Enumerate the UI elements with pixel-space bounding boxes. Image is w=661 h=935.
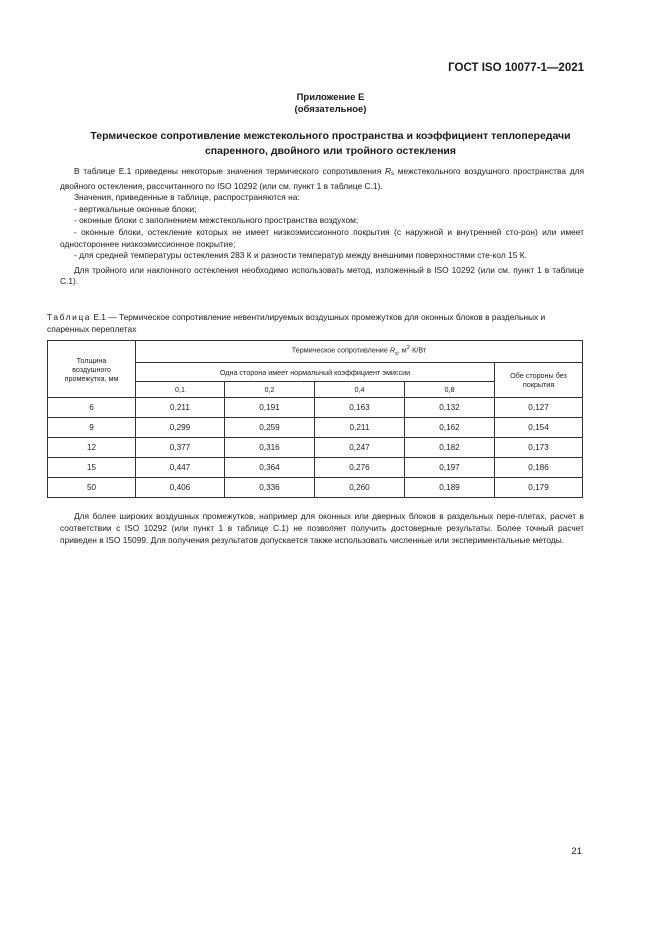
- value-cell: 0,163: [315, 398, 405, 418]
- value-cell: 0,173: [495, 438, 583, 458]
- table-row: [48, 478, 583, 498]
- value-cell: 0,299: [136, 418, 225, 438]
- both-sides-header: Обе стороны без покрытия: [495, 363, 583, 398]
- value-cell: 0,276: [315, 458, 405, 478]
- table-row: [48, 398, 583, 418]
- value-cell: 0,154: [495, 418, 583, 438]
- resistance-table: [47, 340, 583, 498]
- emissivity-header: 0,8: [405, 382, 495, 398]
- intro-paragraph-3: Для тройного или наклонного остекления необходимо использовать метод, изложенный в ISO 10292 (или см. пункт 1 в таблице С.1).: [60, 264, 584, 287]
- value-cell: 0,162: [405, 418, 495, 438]
- table-caption: [47, 312, 584, 335]
- value-cell: 0,197: [405, 458, 495, 478]
- table-caption-text: Е.1 — Термическое сопротивление невентилируемых воздушных промежутков для оконных блоков в раздельных и спаренных переплетах: [47, 312, 546, 334]
- value-cell: 0,191: [225, 398, 315, 418]
- section-title: [58, 129, 603, 159]
- emissivity-header: 0,2: [225, 382, 315, 398]
- value-cell: 0,186: [495, 458, 583, 478]
- value-cell: 0,260: [315, 478, 405, 498]
- annex-title: Приложение Е: [296, 92, 365, 103]
- value-cell: 0,211: [136, 398, 225, 418]
- value-cell: 0,259: [225, 418, 315, 438]
- thickness-cell: 12: [48, 438, 136, 458]
- emissivity-header: 0,1: [136, 382, 225, 398]
- value-cell: 0,406: [136, 478, 225, 498]
- value-cell: 0,336: [225, 478, 315, 498]
- closing-paragraph: Для более широких воздушных промежутков, например для оконных или дверных блоков в раздельных пере-плетах, расчет в соответствии с ISO 10292 (или пункт 1 в таблице С.1) не позволяет получить достоверные результаты. Более точный расчет приведен в ISO 15099. Для получения результатов допускается также использовать численные или экспериментальные методы.: [60, 511, 584, 546]
- table-row: [48, 438, 583, 458]
- page-number: 21: [571, 846, 582, 857]
- value-cell: 0,211: [315, 418, 405, 438]
- one-side-header: Одна сторона имеет нормальный коэффициент эмиссии: [136, 363, 495, 382]
- thickness-cell: 50: [48, 478, 136, 498]
- table-caption-label: Таблица: [47, 312, 92, 322]
- value-cell: 0,182: [405, 438, 495, 458]
- intro-paragraph-2: Значения, приведенные в таблице, распространяются на:: [74, 192, 300, 203]
- value-cell: 0,447: [136, 458, 225, 478]
- section-title-line1: Термическое сопротивление межстекольного пространства и коэффициент теплопередачи: [90, 130, 571, 142]
- annex-subtitle: (обязательное): [294, 104, 367, 115]
- value-cell: 0,247: [315, 438, 405, 458]
- intro-list-item-3: - оконные блоки, остекление которых не имеет низкоэмиссионного покрытия (с наружной и внутренней сто-рон) или имеет одностороннее низкоэмиссионное покрытие;: [60, 226, 584, 249]
- thickness-cell: 6: [48, 398, 136, 418]
- section-title-line2: спаренного, двойного или тройного остекления: [204, 145, 457, 157]
- emissivity-header: 0,4: [315, 382, 405, 398]
- value-cell: 0,189: [405, 478, 495, 498]
- intro-paragraph-1: В таблице Е.1 приведены некоторые значения термического сопротивления $R_s$ межстекольного воздушного пространства для двойного остекления, рассчитанного по ISO 10292 (или см. пункт 1 в таблице С.1).: [60, 166, 585, 191]
- value-cell: 0,316: [225, 438, 315, 458]
- annex-heading: [0, 92, 661, 116]
- closing-text: [60, 510, 584, 547]
- thickness-column-header: Толщина воздушного промежутка, мм: [48, 341, 136, 398]
- value-cell: 0,127: [495, 398, 583, 418]
- value-cell: 0,132: [405, 398, 495, 418]
- value-cell: 0,377: [136, 438, 225, 458]
- thickness-cell: 9: [48, 418, 136, 438]
- table-row: [48, 418, 583, 438]
- intro-list-item-1: - вертикальные оконные блоки;: [74, 203, 197, 214]
- table-row: [48, 458, 583, 478]
- value-cell: 0,364: [225, 458, 315, 478]
- resistance-group-header: Термическое сопротивление $R_s$, $м^2\cdot К/Вт$: [136, 341, 583, 363]
- intro-text: [60, 166, 584, 288]
- value-cell: 0,179: [495, 478, 583, 498]
- intro-list-item-2: - оконные блоки с заполнением межстекольного пространства воздухом;: [74, 215, 359, 226]
- thickness-cell: 15: [48, 458, 136, 478]
- standard-header: ГОСТ ISO 10077-1—2021: [448, 62, 584, 74]
- intro-list-item-4: - для средней температуры остекления 283 К и разности температур между внешними поверхностями сте-кол 15 К.: [74, 250, 527, 261]
